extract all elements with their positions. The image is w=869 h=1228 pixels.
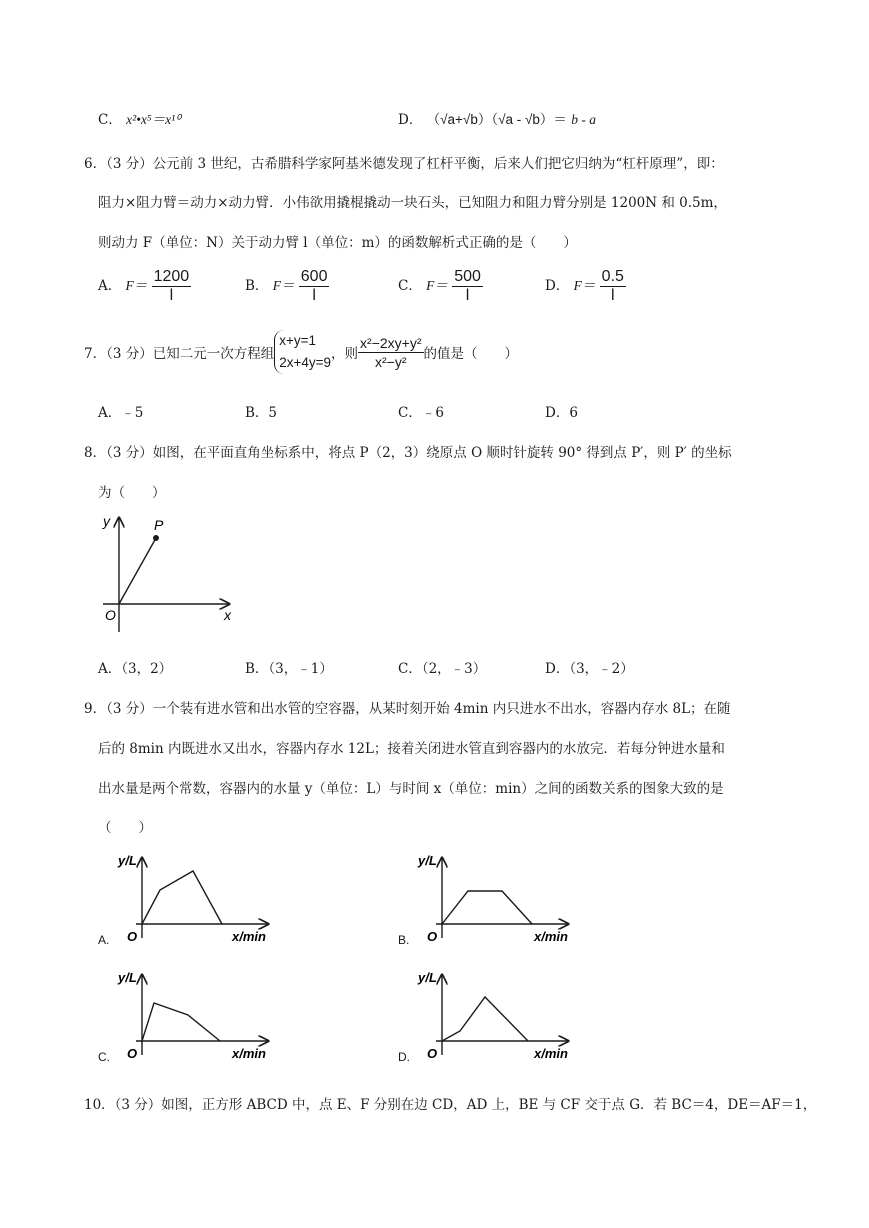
- q8-x-label: x: [224, 607, 231, 623]
- q9-graph-d-origin: O: [427, 1046, 438, 1061]
- q9-graph-a-x-label: x/min: [232, 929, 266, 944]
- q9-graph-c-label: C.: [98, 1050, 110, 1064]
- q8-coordinate-figure: [95, 510, 245, 640]
- q6-option-a-label: A．: [98, 278, 122, 294]
- q5-option-c: [98, 108, 181, 128]
- q9-stem-line-1: 9．（3 分）一个装有进水管和出水管的空容器，从某时刻开始 4min 内只进水不出水，容器内存水 8L；在随: [84, 701, 731, 717]
- q6-option-c: [398, 268, 483, 305]
- q9-graph-d-curve: [442, 997, 528, 1041]
- q9-graph-d: [410, 965, 580, 1067]
- q9-graph-b-curve: [442, 891, 532, 924]
- q7-option-d: D．6: [545, 405, 578, 421]
- q9-graph-d-x-label: x/min: [534, 1046, 568, 1061]
- q7-equation-2: 2x+4y=9: [279, 355, 332, 370]
- q6-option-a-fraction: [152, 268, 192, 305]
- q8-option-a: A．（3，2）: [98, 661, 173, 677]
- q9-graph-b-origin: O: [427, 929, 438, 944]
- q9-graph-b-x-label: x/min: [534, 929, 568, 944]
- q7-option-a: A．﹣5: [98, 405, 144, 421]
- q5-option-d: [398, 108, 596, 128]
- q9-graph-a: [110, 848, 280, 950]
- q8-point-p: [153, 535, 159, 541]
- q9-graph-b: [410, 848, 580, 950]
- q8-p-label: P: [154, 517, 164, 533]
- q7-prefix: 7．（3 分）已知二元一次方程组: [84, 346, 275, 362]
- q7-equation-system: [274, 330, 331, 374]
- q9-graph-a-origin: O: [127, 929, 138, 944]
- q9-graph-c-x-label: x/min: [232, 1046, 266, 1061]
- q9-graph-a-curve: [142, 871, 222, 924]
- q6-option-d-label: D．: [545, 278, 570, 294]
- q10-stem-line-1: 10．（3 分）如图，正方形 ABCD 中，点 E、F 分别在边 CD，AD 上，BE 与 CF 交于点 G．若 BC＝4，DE＝AF＝1，: [84, 1097, 817, 1113]
- q7-fraction: [358, 334, 423, 371]
- q6-option-a: [98, 268, 191, 305]
- q6-option-d-numerator: 0.5: [601, 268, 624, 285]
- q6-option-a-denominator: l: [169, 287, 174, 304]
- q6-option-b-denominator: l: [312, 287, 316, 304]
- q8-origin-label: O: [105, 607, 116, 623]
- q6-option-c-denominator: l: [465, 287, 470, 304]
- q8-stem-line-2: 为（ ）: [98, 485, 166, 501]
- q5-option-d-expression: （√a+√b）（√a - √b）＝: [426, 112, 567, 127]
- q5-option-d-label: D．: [398, 112, 423, 128]
- q9-graph-b-label: B.: [398, 933, 410, 947]
- q5-option-c-expression: x²•x⁵＝x¹⁰: [126, 112, 181, 127]
- q6-option-b-fraction: [299, 268, 330, 305]
- q6-option-c-label: C．: [398, 278, 422, 294]
- q6-stem-line-2: 阻力×阻力臂＝动力×动力臂．小伟欲用撬棍撬动一块石头，已知阻力和阻力臂分别是 1200N 和 0.5m，: [98, 195, 727, 211]
- q8-stem-line-1: 8．（3 分）如图，在平面直角坐标系中，将点 P（2，3）绕原点 O 顺时针旋转 90° 得到点 P′，则 P′ 的坐标: [84, 445, 732, 461]
- q9-graph-c: [110, 965, 280, 1067]
- q9-graph-b-y-label: y/L: [418, 853, 437, 868]
- q6-option-d-denominator: l: [611, 287, 615, 304]
- q6-option-c-numerator: 500: [454, 268, 481, 285]
- q9-graph-d-label: D.: [398, 1050, 410, 1064]
- q5-option-d-result: b - a: [571, 112, 596, 127]
- q7-option-b: B．5: [245, 405, 278, 421]
- q7-middle: ，则: [331, 346, 359, 362]
- q6-option-a-numerator: 1200: [153, 268, 190, 285]
- q9-stem-line-2: 后的 8min 内既进水又出水，容器内存水 12L；接着关闭进水管直到容器内的水放完．若每分钟进水量和: [98, 741, 725, 757]
- q6-option-a-lhs: F＝: [125, 278, 148, 293]
- q7-stem: [84, 330, 518, 374]
- q9-graph-d-y-label: y/L: [418, 970, 437, 985]
- q6-option-d: [545, 268, 626, 305]
- q9-stem-line-4: （ ）: [98, 820, 152, 836]
- q6-option-d-fraction: [600, 268, 626, 305]
- q7-numerator: x²−2xy+y²: [360, 334, 422, 351]
- q7-denominator: x²−y²: [375, 353, 407, 370]
- q9-graph-c-curve: [142, 1003, 220, 1041]
- q7-equation-1: x+y=1: [279, 333, 317, 348]
- q6-option-b-label: B．: [245, 278, 269, 294]
- q7-option-c: C．﹣6: [398, 405, 444, 421]
- q9-graph-a-y-label: y/L: [118, 853, 137, 868]
- q6-option-b-lhs: F＝: [272, 278, 295, 293]
- q8-option-c: C．（2，﹣3）: [398, 661, 487, 677]
- q9-graph-c-y-label: y/L: [118, 970, 137, 985]
- q6-stem-line-1: 6．（3 分）公元前 3 世纪，古希腊科学家阿基米德发现了杠杆平衡，后来人们把它归纳为“杠杆原理”，即：: [84, 156, 724, 172]
- q8-y-label: y: [103, 513, 110, 529]
- q9-graph-a-label: A.: [98, 933, 110, 947]
- q8-option-d: D．（3，﹣2）: [545, 661, 634, 677]
- q9-graph-c-origin: O: [127, 1046, 138, 1061]
- q7-suffix: 的值是（ ）: [423, 346, 518, 362]
- q6-stem-line-3: 则动力 F（单位：N）关于动力臂 l（单位：m）的函数解析式正确的是（ ）: [98, 235, 577, 251]
- q6-option-c-fraction: [452, 268, 483, 305]
- q8-option-b: B．（3，﹣1）: [245, 661, 333, 677]
- q6-option-b: [245, 268, 329, 305]
- q6-option-b-numerator: 600: [300, 268, 328, 285]
- q5-option-c-label: C．: [98, 112, 122, 128]
- q8-segment-op: [119, 538, 156, 604]
- q9-stem-line-3: 出水量是两个常数，容器内的水量 y（单位：L）与时间 x（单位：min）之间的函数关系的图象大致的是: [98, 781, 724, 797]
- q6-option-d-lhs: F＝: [573, 278, 596, 293]
- q6-option-c-lhs: F＝: [426, 278, 448, 293]
